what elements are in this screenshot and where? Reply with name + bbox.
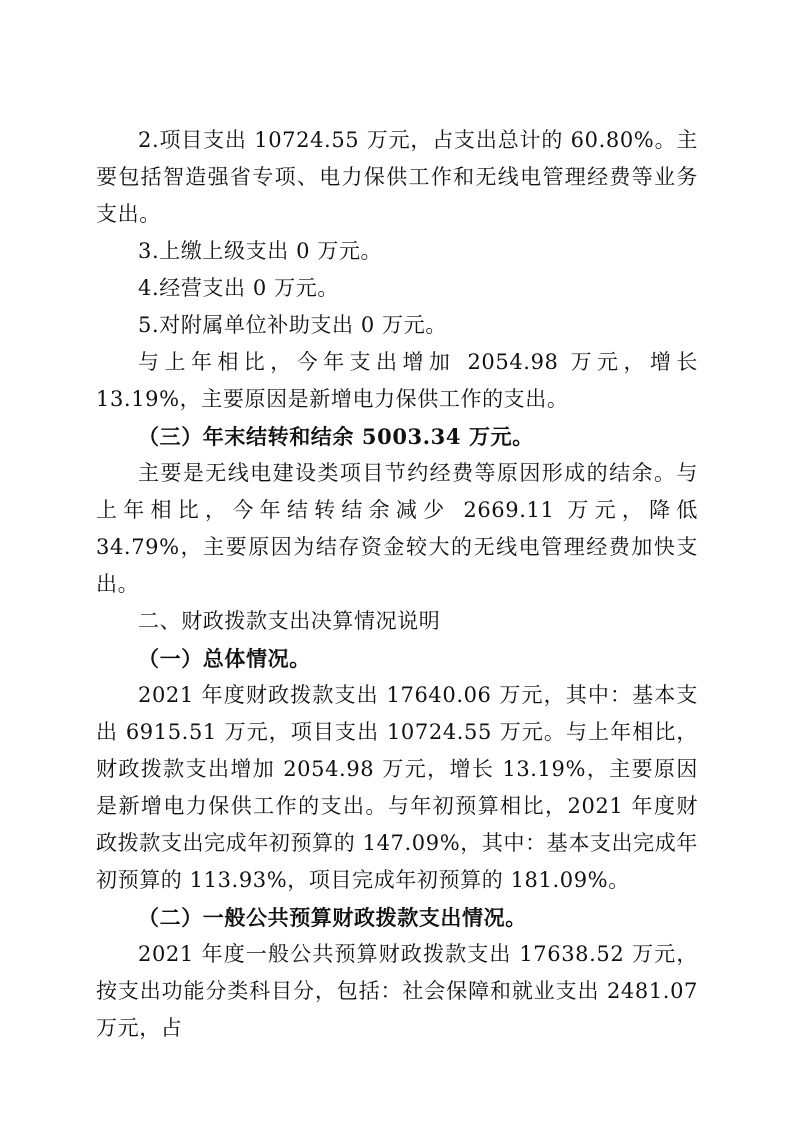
document-body <box>96 122 698 1047</box>
paragraph-remit-higher-level: 3.上缴上级支出 0 万元。 <box>138 239 383 263</box>
paragraph-project-expenditure: 2.项目支出 10724.55 万元，占支出总计的 60.80%。主要包括智造强省专项、电力保供工作和无线电管理经费等业务支出。 <box>96 128 698 226</box>
paragraph-year-comparison: 与上年相比，今年支出增加 2054.98 万元，增长 13.19%，主要原因是新增电力保供工作的支出。 <box>96 350 698 411</box>
heading-general-public-budget: （二）一般公共预算财政拨款支出情况。 <box>138 905 527 930</box>
paragraph-balance-reason: 主要是无线电建设类项目节约经费等原因形成的结余。与上年相比，今年结转结余减少 2669.11 万元，降低 34.79%，主要原因为结存资金较大的无线电管理经费加快支出。 <box>96 461 698 596</box>
paragraph-overall-expenditure: 2021 年度财政拨款支出 17640.06 万元，其中：基本支出 6915.51 万元，项目支出 10724.55 万元。与上年相比，财政拨款支出增加 2054.98 万元，增长 13.19%，主要原因是新增电力保供工作的支出。与年初预算相比，2021 年度财政拨款支出完成年初预算的 147.09%，其中：基本支出完成年初预算的 113.93%，项目完成年初预算的 181.09%。 <box>96 683 698 892</box>
paragraph-general-public-budget: 2021 年度一般公共预算财政拨款支出 17638.52 万元，按支出功能分类科目分，包括：社会保障和就业支出 2481.07 万元，占 <box>96 942 698 1040</box>
heading-overall-situation: （一）总体情况。 <box>138 646 311 671</box>
paragraph-subsidy-affiliates: 5.对附属单位补助支出 0 万元。 <box>138 313 447 337</box>
paragraph-operating-expenditure: 4.经营支出 0 万元。 <box>138 276 339 300</box>
heading-section-two: 二、财政拨款支出决算情况说明 <box>138 609 441 633</box>
heading-year-end-balance: （三）年末结转和结余 5003.34 万元。 <box>138 424 534 449</box>
